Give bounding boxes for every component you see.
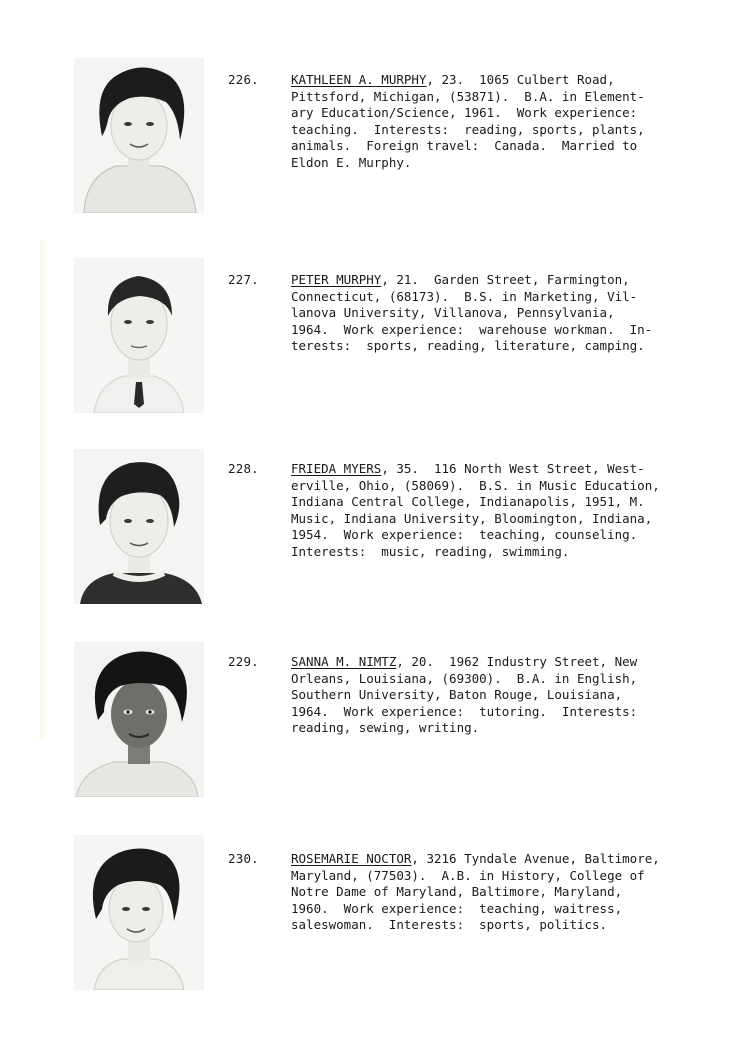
entry-number: 230.	[228, 851, 259, 866]
entry-text	[291, 272, 686, 355]
entry-number: 227.	[228, 272, 259, 287]
entry-first-line: PETER MURPHY, 21. Garden Street, Farmington,	[291, 272, 630, 287]
entry-line: Interests: music, reading, swimming.	[291, 543, 570, 559]
entry-line: Notre Dame of Maryland, Baltimore, Maryland,	[291, 884, 623, 899]
entry-first-line: ROSEMARIE NOCTOR, 3216 Tyndale Avenue, Baltimore,	[291, 851, 660, 866]
entry-text	[291, 461, 686, 560]
entry-name: PETER MURPHY	[291, 272, 382, 287]
portrait-photo	[74, 258, 204, 413]
entry-line: 1964. Work experience: tutoring. Interests:	[291, 703, 638, 719]
entry-first-line: SANNA M. NIMTZ, 20. 1962 Industry Street, New	[291, 654, 638, 669]
entry-line: Eldon E. Murphy.	[291, 154, 412, 170]
entry-line: 1960. Work experience: teaching, waitress,	[291, 900, 623, 916]
entry-text	[291, 851, 686, 934]
entry-line: lanova University, Villanova, Pennsylvania,	[291, 305, 615, 320]
entry-name: SANNA M. NIMTZ	[291, 654, 397, 669]
entry-line: erville, Ohio, (58069). B.S. in Music Education,	[291, 477, 660, 493]
entry-line: Connecticut, (68173). B.S. in Marketing, Vil-	[291, 288, 638, 304]
entry-line: Music, Indiana University, Bloomington, Indiana,	[291, 510, 653, 526]
entry-number: 228.	[228, 461, 259, 476]
entry-line: Orleans, Louisiana, (69300). B.A. in English,	[291, 670, 638, 686]
entry-name: ROSEMARIE NOCTOR	[291, 851, 412, 866]
page-binding-shadow	[40, 240, 46, 740]
entry-name: KATHLEEN A. MURPHY	[291, 72, 427, 87]
entry-number: 226.	[228, 72, 259, 87]
entry-number: 229.	[228, 654, 259, 669]
entry-text	[291, 72, 686, 171]
entry-first-line: FRIEDA MYERS, 35. 116 North West Street, West-	[291, 461, 645, 476]
entry-line: animals. Foreign travel: Canada. Married to	[291, 138, 638, 153]
entry-line: Indiana Central College, Indianapolis, 1951, M.	[291, 494, 645, 509]
entry-line: terests: sports, reading, literature, camping.	[291, 338, 645, 353]
entry-line: Southern University, Baton Rouge, Louisiana,	[291, 687, 623, 702]
entry-line: 1954. Work experience: teaching, counseling.	[291, 527, 638, 542]
entry-line: 1964. Work experience: warehouse workman. In-	[291, 321, 653, 337]
portrait-photo	[74, 642, 204, 797]
entry-name: FRIEDA MYERS	[291, 461, 382, 476]
entry-line: teaching. Interests: reading, sports, plants,	[291, 121, 645, 137]
portrait-photo	[74, 58, 204, 213]
entry-text	[291, 654, 686, 737]
entry-line: reading, sewing, writing.	[291, 720, 480, 735]
entry-line: Maryland, (77503). A.B. in History, College of	[291, 867, 645, 883]
portrait-photo	[74, 449, 204, 604]
entry-line: ary Education/Science, 1961. Work experience:	[291, 105, 638, 120]
entry-line: Pittsford, Michigan, (53871). B.A. in Element-	[291, 88, 645, 104]
portrait-photo	[74, 835, 204, 990]
entry-line: saleswoman. Interests: sports, politics.	[291, 917, 608, 932]
entry-first-line: KATHLEEN A. MURPHY, 23. 1065 Culbert Road,	[291, 72, 615, 87]
